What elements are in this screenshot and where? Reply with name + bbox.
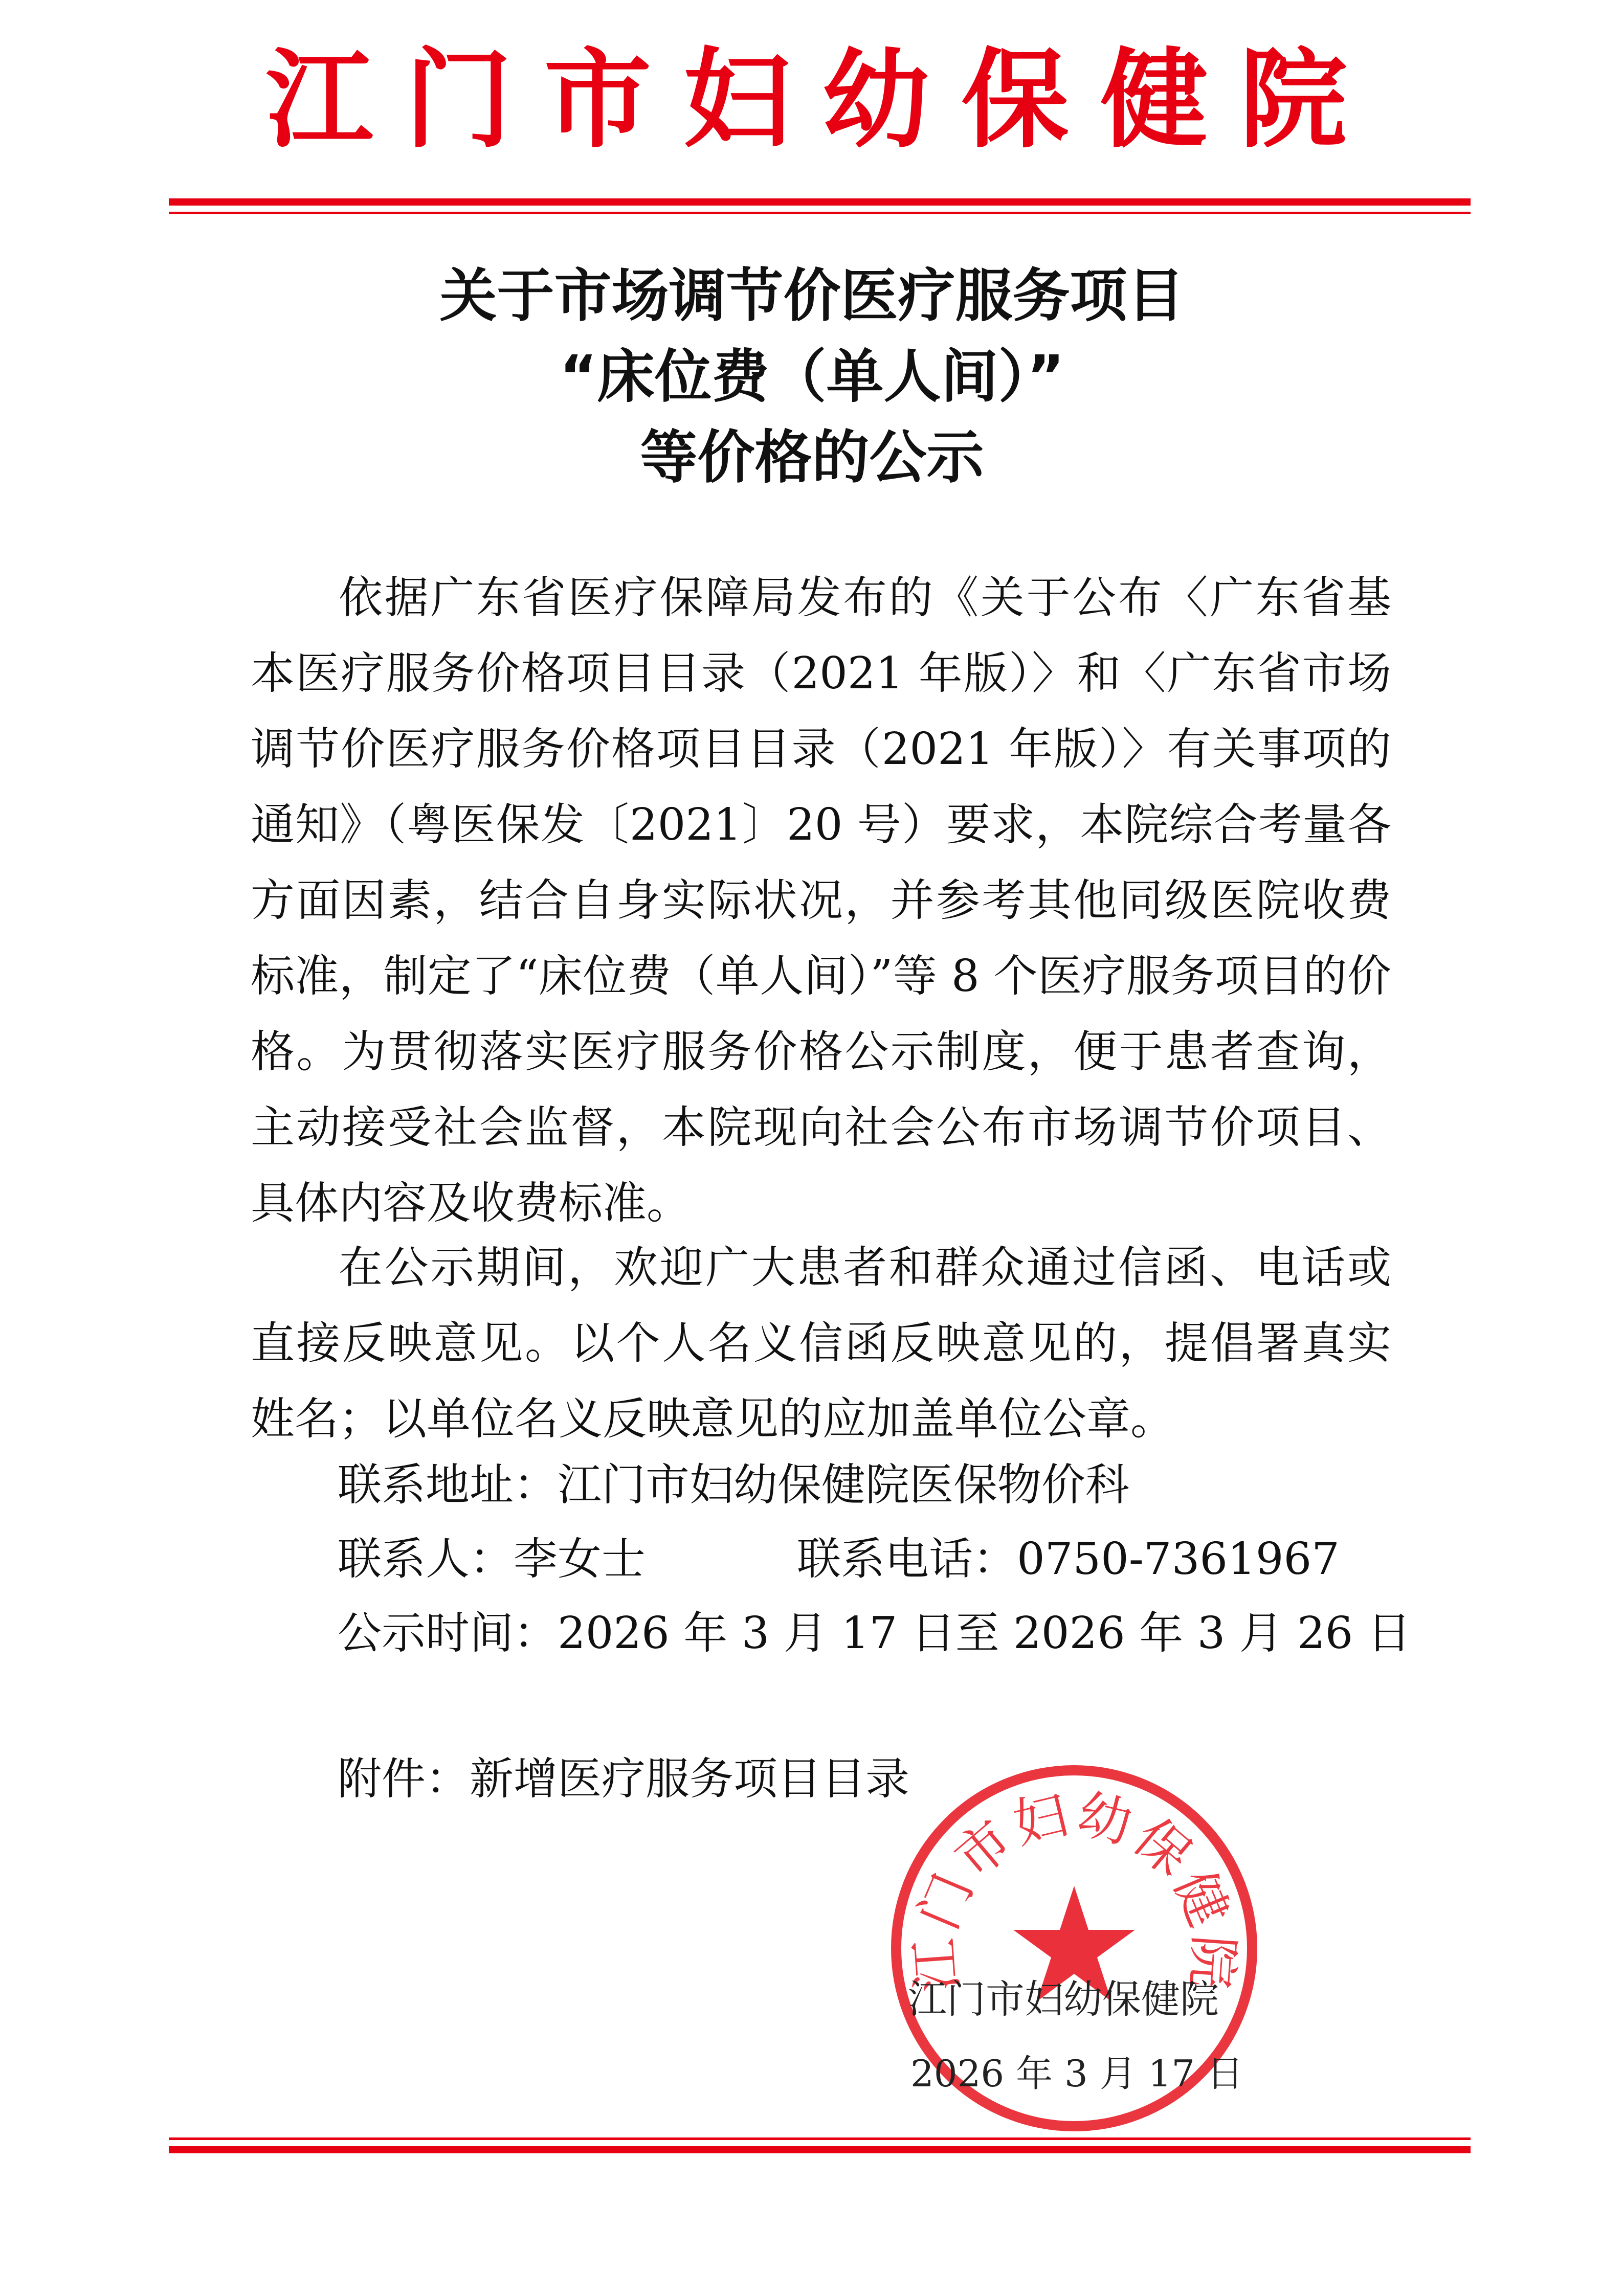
signature-org: 江门市妇幼保健院 xyxy=(908,1976,1219,2022)
footer-rule-thick xyxy=(169,2146,1471,2153)
body-paragraph-1-block xyxy=(251,560,1391,1241)
seal-ring-text: 江门市妇幼保健院 xyxy=(902,1782,1246,1994)
letterhead-rule-thin xyxy=(169,212,1471,214)
contact-address: 联系地址：江门市妇幼保健院医保物价科 xyxy=(338,1459,1129,1511)
contact-person: 联系人：李女士 xyxy=(338,1534,646,1585)
document-title xyxy=(0,256,1624,498)
letterhead-rule-thick xyxy=(169,198,1471,206)
footer-rule-thin xyxy=(169,2137,1471,2140)
attachment-line: 附件：新增医疗服务项目目录 xyxy=(338,1753,909,1805)
title-line-2: “床位费（单人间）” xyxy=(559,344,1065,410)
body-paragraph-2-block xyxy=(251,1230,1391,1457)
body-paragraph-1: 依据广东省医疗保障局发布的《关于公布〈广东省基本医疗服务价格项目目录（2021 年版）〉和〈广东省市场调节价医疗服务价格项目目录（2021 年版）〉有关事项的通知》（粤医保发〔2021〕20 号）要求，本院综合考量各方面因素，结合自身实际状况，并参考其他同级医院收费标准，制定了“床位费（单人间）”等 8 个医疗服务项目的价格。为贯彻落实医疗服务价格公示制度，便于患者查询，主动接受社会监督，本院现向社会公布市场调节价项目、具体内容及收费标准。 xyxy=(251,572,1391,1229)
title-line-3: 等价格的公示 xyxy=(640,424,984,491)
publicity-period: 公示时间：2026 年 3 月 17 日至 2026 年 3 月 26 日 xyxy=(338,1608,1411,1659)
contact-phone: 联系电话：0750-7361967 xyxy=(797,1534,1340,1585)
body-paragraph-2: 在公示期间，欢迎广大患者和群众通过信函、电话或直接反映意见。以个人名义信函反映意见的，提倡署真实姓名；以单位名义反映意见的应加盖单位公章。 xyxy=(251,1242,1391,1445)
letterhead-org-name: 江门市妇幼保健院 xyxy=(265,36,1379,163)
title-line-1: 关于市场调节价医疗服务项目 xyxy=(439,263,1185,329)
signature-date: 2026 年 3 月 17 日 xyxy=(910,2052,1244,2095)
